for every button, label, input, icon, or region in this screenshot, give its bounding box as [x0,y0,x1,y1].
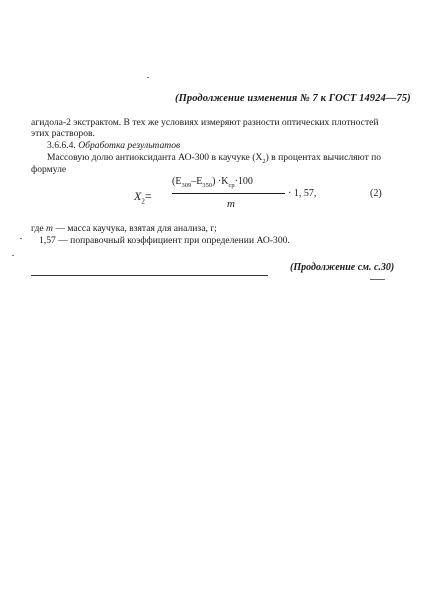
num-open: (E [172,176,182,187]
bottom-rule-short [370,279,385,280]
line4-end: ) в процентах вычисляют по [265,152,382,163]
num-sub3: ср [228,182,235,189]
formula-equals: = [144,189,152,203]
formula-lhs-sub: 2 [141,197,145,206]
fraction-bar [172,193,285,194]
formula-numerator [172,176,253,189]
def1-text: — масса каучука, взятая для анализа, г; [52,223,217,234]
formula-denominator: m [227,198,235,210]
page-header: (Продолжение изменения № 7 к ГОСТ 14924—75) [175,93,411,104]
paragraph-line-5: формуле [31,164,67,175]
formula-lhs-var: X [134,189,142,203]
definition-line-2: 1,57 — поправочный коэффициент при определении АО-300. [39,235,290,246]
continuation-note: (Продолжение см. с.30) [290,262,395,273]
scan-speck [20,238,22,239]
scan-speck [147,77,149,78]
num-sub2: 350 [202,182,213,189]
section-title: Обработка результатов [78,140,181,151]
section-heading [47,140,180,151]
bottom-rule [31,275,268,276]
paragraph-line-4 [47,152,381,167]
num-sub1: 309 [181,182,192,189]
formula-multiplier: · 1, 57, [288,188,317,199]
num-close: ) ·K [212,176,229,187]
section-number: 3.6.6.4. [47,140,76,151]
line4-text: Массовую долю антиоксиданта АО-300 в каучуке (X [47,152,263,163]
def1-where: где [31,223,46,234]
paragraph-line-2: этих растворов. [31,128,95,139]
num-tail: ·100 [234,176,253,187]
paragraph-line-1: агидола-2 экстрактом. В тех же условиях измеряют разности оптических плотностей [31,117,379,128]
definition-line-1 [31,223,217,234]
num-minus: –E [191,176,203,187]
scan-speck [12,255,14,256]
formula-2 [134,176,384,220]
line4-subscript: 2 [262,157,266,165]
def1-var: m [46,223,53,234]
equation-number: (2) [370,188,382,199]
formula-lhs [134,189,152,205]
